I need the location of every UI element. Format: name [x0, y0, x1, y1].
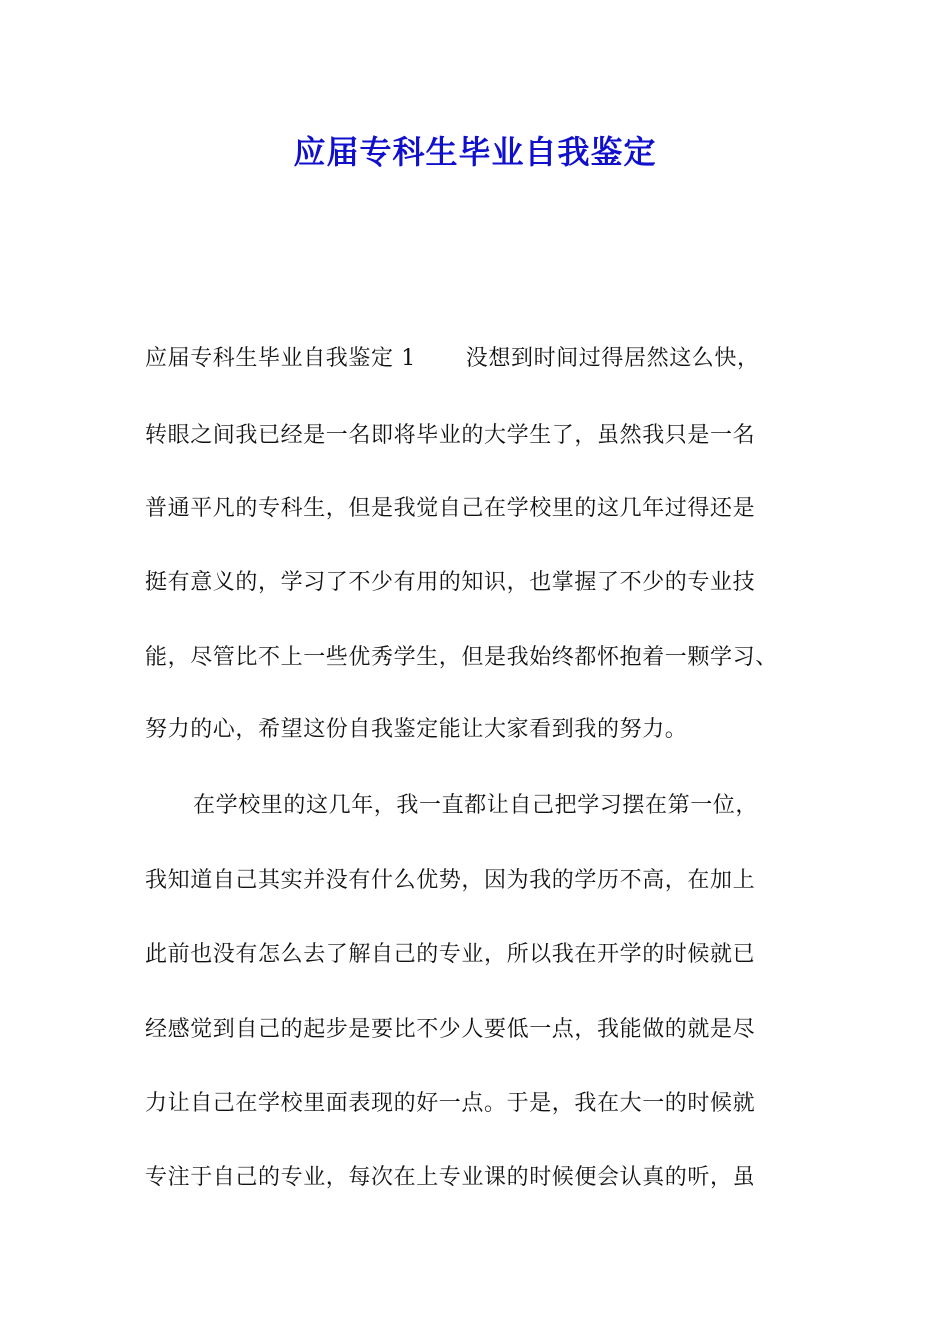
paragraph-line-4: 挺有意义的，学习了不少有用的知识，也掌握了不少的专业技 [145, 570, 756, 595]
paragraph-line-2: 转眼之间我已经是一名即将毕业的大学生了，虽然我只是一名 [145, 423, 756, 448]
paragraph-line-8: 我知道自己其实并没有什么优势，因为我的学历不高，在加上 [145, 868, 756, 893]
paragraph-line-7: 在学校里的这几年，我一直都让自己把学习摆在第一位， [193, 793, 759, 818]
paragraph-line-9: 此前也没有怎么去了解自己的专业，所以我在开学的时候就已 [145, 942, 756, 967]
paragraph-line-1 [145, 344, 760, 374]
text-line: 没想到时间过得居然这么快， [465, 346, 760, 371]
document-title: 应届专科生毕业自我鉴定 [293, 133, 657, 171]
paragraph-line-6: 努力的心，希望这份自我鉴定能让大家看到我的努力。 [145, 717, 688, 742]
paragraph-line-3: 普通平凡的专科生，但是我觉自己在学校里的这几年过得还是 [145, 496, 756, 521]
paragraph-line-10: 经感觉到自己的起步是要比不少人要低一点，我能做的就是尽 [145, 1017, 756, 1042]
paragraph-line-12: 专注于自己的专业，每次在上专业课的时候便会认真的听，虽 [145, 1165, 756, 1190]
paragraph-line-11: 力让自己在学校里面表现的好一点。于是，我在大一的时候就 [145, 1091, 756, 1116]
paragraph-line-5: 能，尽管比不上一些优秀学生，但是我始终都怀抱着一颗学习、 [145, 645, 778, 670]
section-heading: 应届专科生毕业自我鉴定 1 [145, 346, 416, 371]
